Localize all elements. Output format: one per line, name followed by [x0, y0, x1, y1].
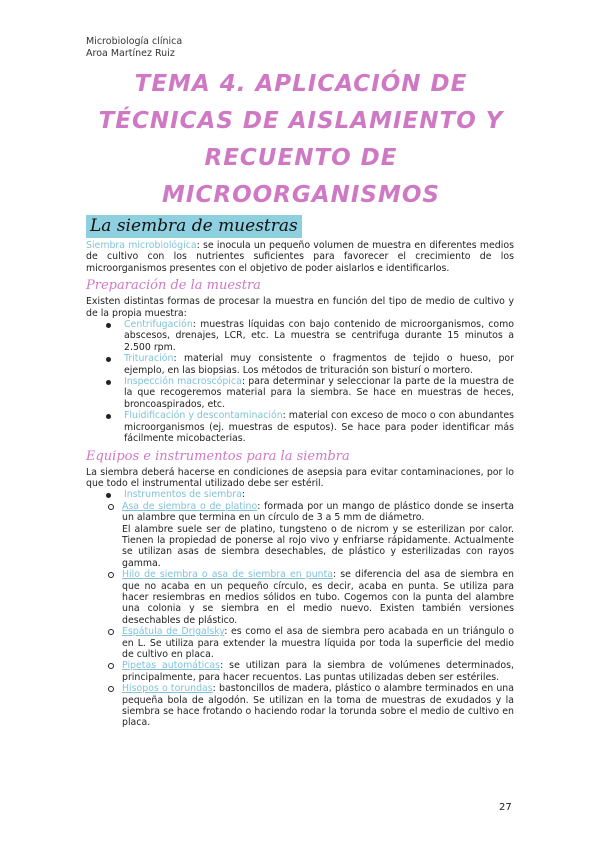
page-number: 27 — [499, 802, 512, 813]
instrument-link[interactable]: Asa de siembra o de platino — [122, 500, 258, 512]
term-siembra-microbiologica: Siembra microbiológica — [86, 240, 197, 251]
intro-paragraph — [86, 240, 514, 274]
instrument-text: : bastoncillos de madera, plástico o alambre terminados en una pequeña bola de algodón. Se utilizan en la toma de muestras de exudados y la siembra se hace frotando o haciendo rodar la torunda sobre el medio de cultivo en placa. — [122, 683, 514, 729]
chapter-title-line-3: RECUENTO DE — [204, 145, 398, 171]
instrument-link[interactable]: Hilo de siembra o asa de siembra en punta — [122, 569, 334, 581]
bullet-icon — [106, 323, 111, 328]
chapter-title-line-2: TÉCNICAS DE AISLAMIENTO Y — [98, 108, 504, 134]
subheading-preparacion: Preparación de la muestra — [86, 278, 261, 294]
instrument-text: : formada por un mango de plástico donde se inserta un alambre que termina en un círculo de 3 a 5 mm de diámetro. — [122, 500, 514, 524]
hollow-bullet-icon — [108, 572, 114, 578]
chapter-title-line-1: TEMA 4. APLICACIÓN DE — [134, 71, 468, 97]
document-body — [86, 240, 514, 729]
instrument-text: : es como el asa de siembra pero acabada en un triángulo o en L. Se utiliza para extender la muestra líquida por toda la superficie del medio de cultivo en placa. — [122, 626, 514, 660]
equip-list — [86, 489, 514, 729]
list-item — [86, 319, 514, 353]
list-item-text: : muestras líquidas con bajo contenido de microorganismos, como abscesos, drenajes, LCR, etc. La muestra se centrifuga durante 15 minutos a 2.500 rpm. — [124, 319, 514, 353]
header-subject: Microbiología clínica — [86, 36, 183, 47]
list-item-term: Inspección macroscópica — [124, 376, 242, 388]
list-item — [86, 376, 514, 410]
list-item — [86, 353, 514, 376]
instrument-link[interactable]: Hisopos o torundas — [122, 683, 213, 695]
intro-text: : se inocula un pequeño volumen de muestra en diferentes medios de cultivo con los nutrientes suficientes para favorecer el crecimiento de los microorganismos presentes con el objetivo de poder aislarlos e identificarlos. — [86, 240, 514, 274]
list-item-term: Centrifugación — [124, 319, 193, 331]
group-colon: : — [241, 489, 245, 501]
list-item-term: Fluidificación y descontaminación — [124, 410, 283, 422]
bullet-icon — [106, 493, 111, 498]
list-item-text: : material muy consistente o fragmentos de tejido o hueso, por ejemplo, en las biopsias. Los métodos de trituración son bisturí o mortero. — [124, 353, 514, 376]
section-heading-siembra: La siembra de muestras — [86, 215, 302, 238]
hollow-bullet-icon — [108, 504, 114, 510]
instrument-extra: El alambre suele ser de platino, tungsteno o de nicrom y se esterilizan por calor. Tienen la propiedad de ponerse al rojo vivo y enfriarse rápidamente. Actualmente se utilizan asas de siembra desechables, de plástico y esterilizadas con rayos gamma. — [122, 523, 514, 569]
hollow-bullet-icon — [108, 686, 114, 692]
list-item — [86, 569, 514, 626]
instrument-text: : se utilizan para la siembra de volúmenes determinados, principalmente, para hacer recuentos. Las puntas utilizadas deben ser estériles. — [122, 660, 514, 683]
hollow-bullet-icon — [108, 663, 114, 669]
chapter-title-line-4: MICROORGANISMOS — [162, 182, 440, 208]
instruments-list — [86, 501, 514, 729]
list-item — [86, 626, 514, 660]
prep-list — [86, 319, 514, 444]
subheading-equipos: Equipos e instrumentos para la siembra — [86, 448, 350, 464]
list-item — [86, 489, 514, 729]
instrument-link[interactable]: Pipetas automáticas — [122, 660, 221, 672]
bullet-icon — [106, 380, 111, 385]
list-item — [86, 660, 514, 683]
hollow-bullet-icon — [108, 629, 114, 635]
page-header — [86, 36, 182, 60]
list-item — [86, 683, 514, 729]
group-label: Instrumentos de siembra — [124, 489, 242, 501]
list-item — [86, 501, 514, 569]
chapter-title — [86, 66, 516, 214]
bullet-icon — [106, 357, 111, 362]
instrument-text: : se diferencia del asa de siembra en que no acaba en un pequeño círculo, es decir, acaba en punta. Se utiliza para hacer resiembras en medios sólidos en tubo. Cogemos con la punta del alambre una colonia y se siembra en el medio nuevo. Existen también versiones desechables de plástico. — [122, 569, 514, 626]
bullet-icon — [106, 414, 111, 419]
prep-intro: Existen distintas formas de procesar la muestra en función del tipo de medio de cultivo y de la propia muestra: — [86, 296, 514, 319]
header-author: Aroa Martínez Ruiz — [86, 48, 175, 59]
list-item-term: Trituración — [124, 353, 174, 365]
instrument-link[interactable]: Espátula de Drigalsky — [122, 626, 225, 638]
list-item-text: : material con exceso de moco o con abundantes microorganismos (ej. muestras de esputos). Se hace para poder identificar más fácilmente micobacterias. — [124, 410, 514, 445]
list-item — [86, 410, 514, 444]
equip-intro: La siembra deberá hacerse en condiciones de asepsia para evitar contaminaciones, por lo que todo el instrumental utilizado debe ser estéril. — [86, 466, 514, 489]
list-item-text: : para determinar y seleccionar la parte de la muestra de la que recogeremos material para la siembra. Se hace en muestras de heces, broncoaspirados, etc. — [124, 376, 515, 410]
